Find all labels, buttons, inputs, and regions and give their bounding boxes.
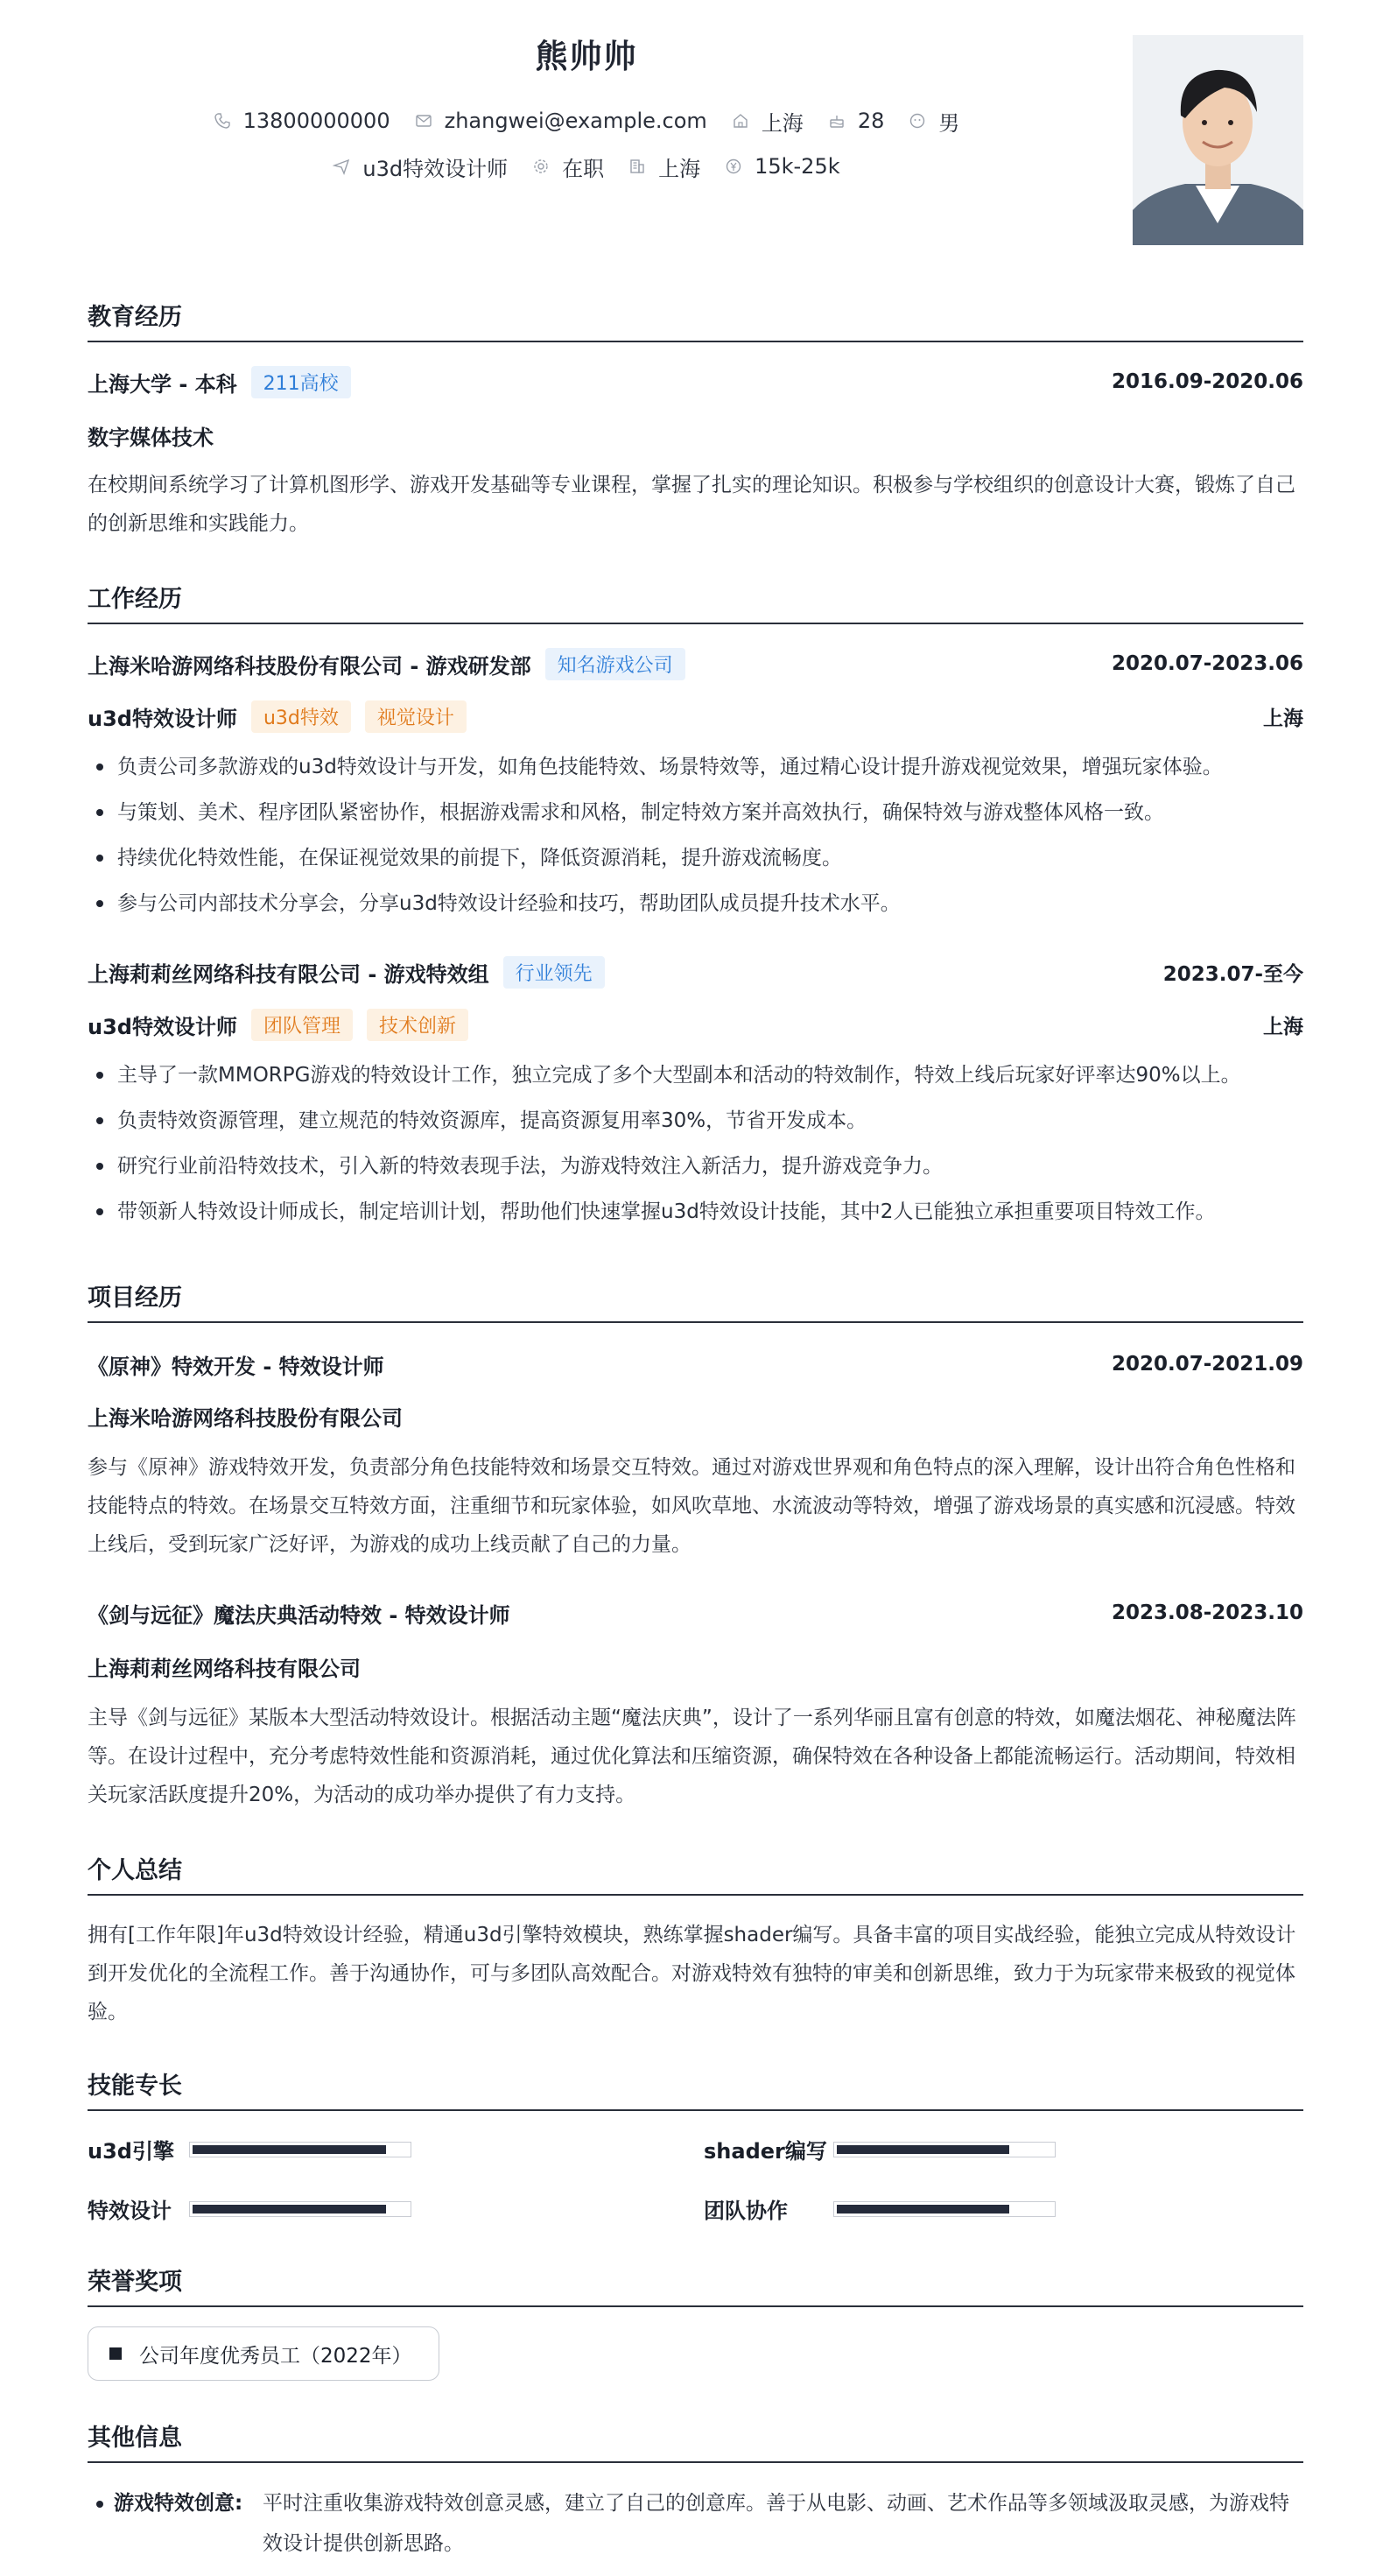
city-text: 上海 <box>761 110 804 136</box>
role-tag: u3d特效 <box>251 700 351 733</box>
section-title-honors: 荣誉奖项 <box>88 2263 1303 2307</box>
cake-icon <box>828 112 846 130</box>
job-city: 上海 <box>1263 1015 1303 1038</box>
section-title-skills: 技能专长 <box>88 2066 1303 2111</box>
skill-fill <box>837 2205 1009 2214</box>
age-item <box>828 109 885 133</box>
phone-text: 13800000000 <box>242 109 390 133</box>
project-date: 2020.07-2021.09 <box>1111 1353 1303 1376</box>
yen-coin-icon <box>725 158 742 175</box>
send-icon <box>333 158 350 175</box>
list-item: 持续优化特效性能，在保证视觉效果的前提下，降低资源消耗，提升游戏流畅度。 <box>88 835 1303 881</box>
other-info-label: 游戏特效创意: <box>114 2492 243 2515</box>
home-icon <box>732 112 749 130</box>
section-title-education: 教育经历 <box>88 298 1303 342</box>
education-description: 在校期间系统学习了计算机图形学、游戏开发基础等专业课程，掌握了扎实的理论知识。积极参与学校组织的创意设计大赛，锻炼了自己的创新思维和实践能力。 <box>88 474 1295 535</box>
job-date: 2020.07-2023.06 <box>1111 652 1303 675</box>
phone-item <box>214 109 390 133</box>
list-item: 研究行业前沿特效技术，引入新的特效表现手法，为游戏特效注入新活力，提升游戏竞争力。 <box>88 1144 1303 1189</box>
skill-name: 团队协作 <box>704 2199 788 2223</box>
bullet-dot <box>96 2501 103 2508</box>
work-city-text: 上海 <box>658 156 701 181</box>
job-intent-line <box>0 151 1173 182</box>
skill-item <box>88 2193 411 2224</box>
education-date: 2016.09-2020.06 <box>1111 370 1303 393</box>
email-item <box>415 109 707 133</box>
company-tag: 行业领先 <box>503 956 605 989</box>
education-header <box>88 364 1303 399</box>
job-role-row <box>88 699 1303 734</box>
mail-icon <box>415 112 432 130</box>
position-item <box>333 151 508 182</box>
square-bullet-icon <box>109 2347 122 2360</box>
list-item: 参与公司内部技术分享会，分享u3d特效设计经验和技巧，帮助团队成员提升技术水平。 <box>88 881 1303 926</box>
list-item: 负责特效资源管理，建立规范的特效资源库，提高资源复用率30%，节省开发成本。 <box>88 1098 1303 1144</box>
award-text: 公司年度优秀员工（2022年） <box>139 2344 412 2368</box>
gear-icon <box>532 158 550 175</box>
school-name: 上海大学 - 本科 <box>88 371 237 397</box>
skill-fill <box>837 2145 1009 2154</box>
skill-item <box>704 2193 1056 2224</box>
email-text: zhangwei@example.com <box>444 109 707 133</box>
summary-text: 拥有[工作年限]年u3d特效设计经验，精通u3d引擎特效模块，熟练掌握shader编写。具备丰富的项目实战经验，能独立完成从特效设计到开发优化的全流程工作。善于沟通协作，可与多团队高效配合。对游戏特效有独特的审美和创新思维，致力于为玩家带来极致的视觉体验。 <box>88 1924 1296 2023</box>
job-city: 上海 <box>1263 707 1303 730</box>
role-tag: 视觉设计 <box>365 700 467 733</box>
skill-fill <box>193 2145 386 2154</box>
candidate-name: 熊帅帅 <box>535 38 638 75</box>
list-item: 与策划、美术、程序团队紧密协作，根据游戏需求和风格，制定特效方案并高效执行，确保特效与游戏整体风格一致。 <box>88 790 1303 835</box>
project-description: 参与《原神》游戏特效开发，负责部分角色技能特效和场景交互特效。通过对游戏世界观和角色特点的深入理解，设计出符合角色性格和技能特点的特效。在场景交互特效方面，注重细节和玩家体验，如风吹草地、水流波动等特效，增强了游戏场景的真实感和沉浸感。特效上线后，受到玩家广泛好评，为游戏的成功上线贡献了自己的力量。 <box>88 1456 1295 1556</box>
age-text: 28 <box>857 109 885 133</box>
project-header <box>88 1347 1303 1382</box>
profile-photo <box>1133 35 1303 245</box>
position-text: u3d特效设计师 <box>362 156 509 181</box>
project-company: 上海米哈游网络科技股份有限公司 <box>88 1406 403 1431</box>
job-role: u3d特效设计师 <box>88 706 237 731</box>
skill-bar <box>189 2201 411 2217</box>
other-info-text: 平时注重收集游戏特效创意灵感，建立了自己的创意库。善于从电影、动画、艺术作品等多领域汲取灵感，为游戏特效设计提供创新思路。 <box>263 2492 1289 2555</box>
list-item: 主导了一款MMORPG游戏的特效设计工作，独立完成了多个大型副本和活动的特效制作，特效上线后玩家好评率达90%以上。 <box>88 1052 1303 1098</box>
company-name: 上海莉莉丝网络科技有限公司 - 游戏特效组 <box>88 961 489 987</box>
contact-line <box>0 105 1173 137</box>
major: 数字媒体技术 <box>88 426 214 450</box>
skill-item <box>704 2134 1056 2164</box>
project-description: 主导《剑与远征》某版本大型活动特效设计。根据活动主题“魔法庆典”，设计了一系列华丽且富有创意的特效，如魔法烟花、神秘魔法阵等。在设计过程中，充分考虑特效性能和资源消耗，通过优化算法和压缩资源，确保特效在各种设备上都能流畅运行。活动期间，特效相关玩家活跃度提升20%，为活动的成功举办提供了有力支持。 <box>88 1707 1296 1806</box>
other-info-item <box>88 2483 1303 2564</box>
project-header <box>88 1595 1303 1630</box>
phone-icon <box>214 112 231 130</box>
skill-bar <box>833 2142 1056 2157</box>
project-company: 上海莉莉丝网络科技有限公司 <box>88 1657 361 1681</box>
award-item <box>88 2326 439 2381</box>
school-tag: 211高校 <box>251 366 351 398</box>
role-tag: 团队管理 <box>251 1009 353 1041</box>
skill-name: shader编写 <box>704 2139 827 2164</box>
job-role-row <box>88 1007 1303 1042</box>
skill-name: 特效设计 <box>88 2199 172 2223</box>
job-role: u3d特效设计师 <box>88 1014 237 1039</box>
salary-text: 15k-25k <box>755 154 840 179</box>
role-tag: 技术创新 <box>367 1009 468 1041</box>
city-item <box>732 106 804 137</box>
list-item: 带领新人特效设计师成长，制定培训计划，帮助他们快速掌握u3d特效设计技能，其中2人已能独立承担重要项目特效工作。 <box>88 1189 1303 1235</box>
section-title-summary: 个人总结 <box>88 1851 1303 1896</box>
face-icon <box>909 112 926 130</box>
job-date: 2023.07-至今 <box>1162 962 1303 986</box>
gender-item <box>909 106 959 137</box>
work-city-item <box>628 151 700 182</box>
section-title-projects: 项目经历 <box>88 1278 1303 1323</box>
job-duties <box>88 1052 1303 1235</box>
skill-name: u3d引擎 <box>88 2139 174 2164</box>
project-name: 《原神》特效开发 - 特效设计师 <box>88 1354 384 1379</box>
list-item: 负责公司多款游戏的u3d特效设计与开发，如角色技能特效、场景特效等，通过精心设计提升游戏视觉效果，增强玩家体验。 <box>88 744 1303 790</box>
section-title-other: 其他信息 <box>88 2418 1303 2463</box>
company-name: 上海米哈游网络科技股份有限公司 - 游戏研发部 <box>88 653 531 679</box>
project-date: 2023.08-2023.10 <box>1111 1601 1303 1624</box>
status-item <box>532 151 604 182</box>
company-tag: 知名游戏公司 <box>545 648 685 680</box>
building-icon <box>628 158 646 175</box>
skill-item <box>88 2134 411 2164</box>
skill-bar <box>189 2142 411 2157</box>
gender-text: 男 <box>938 110 960 136</box>
project-name: 《剑与远征》魔法庆典活动特效 - 特效设计师 <box>88 1602 510 1628</box>
section-title-work: 工作经历 <box>88 580 1303 624</box>
status-text: 在职 <box>562 156 605 181</box>
skill-bar <box>833 2201 1056 2217</box>
job-header <box>88 646 1303 681</box>
job-duties <box>88 744 1303 926</box>
skill-fill <box>193 2205 386 2214</box>
salary-item <box>725 154 840 179</box>
job-header <box>88 954 1303 989</box>
